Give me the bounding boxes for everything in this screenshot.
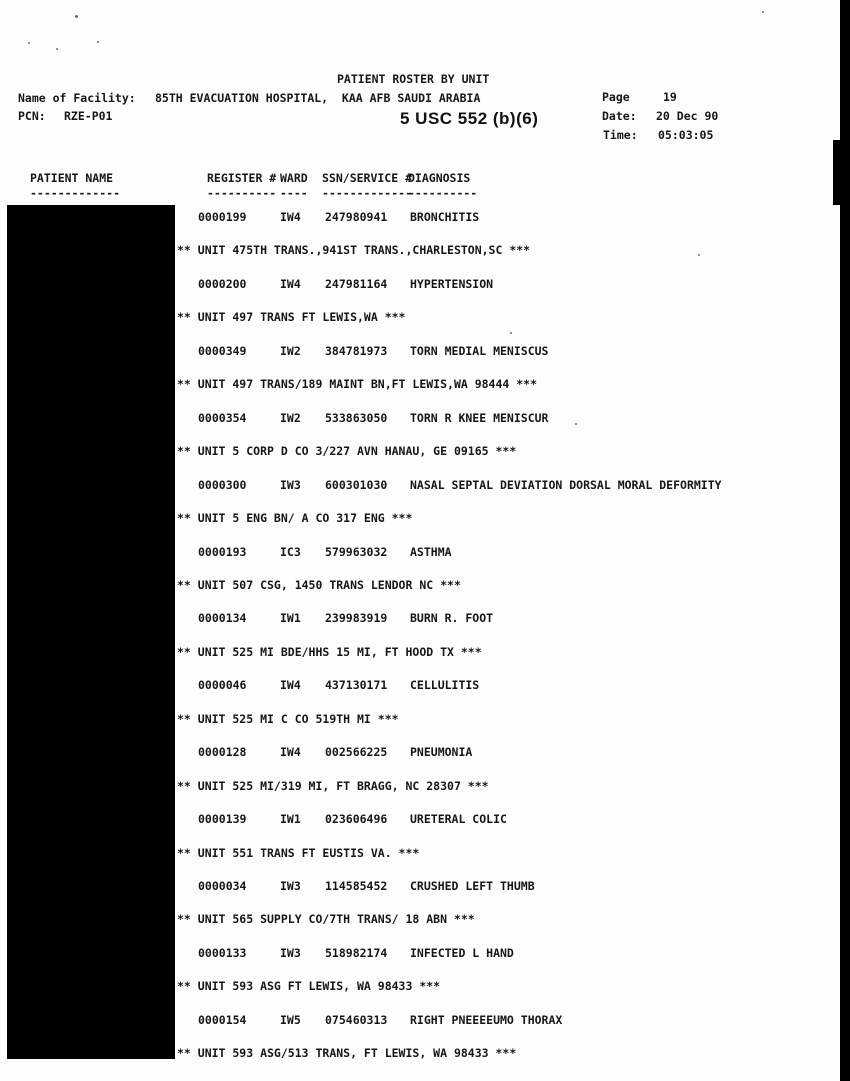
cell-diagnosis: RIGHT PNEEEEUMO THORAX bbox=[410, 1012, 563, 1027]
cell-register-number: 0000154 bbox=[198, 1012, 247, 1027]
column-header-diagnosis: DIAGNOSIS bbox=[408, 171, 471, 185]
unit-separator-text: ** UNIT 475TH TRANS.,941ST TRANS.,CHARLESTON,SC *** bbox=[177, 243, 531, 258]
cell-diagnosis: NASAL SEPTAL DEVIATION DORSAL MORAL DEFORMITY bbox=[410, 477, 722, 492]
cell-ward: IW1 bbox=[280, 611, 301, 626]
unit-separator-text: ** UNIT 593 ASG/513 TRANS, FT LEWIS, WA 98433 *** bbox=[177, 1046, 517, 1061]
column-underline-diagnosis: ---------- bbox=[408, 186, 478, 200]
unit-separator-text: ** UNIT 525 MI BDE/HHS 15 MI, FT HOOD TX *** bbox=[177, 644, 482, 659]
cell-register-number: 0000199 bbox=[198, 210, 247, 224]
time-label: Time: bbox=[603, 128, 638, 142]
pcn-label: PCN: bbox=[18, 109, 46, 123]
cell-ward: IW3 bbox=[280, 879, 301, 893]
cell-ward: IW4 bbox=[280, 210, 301, 224]
cell-ward: IW3 bbox=[280, 477, 301, 492]
cell-diagnosis: TORN R KNEE MENISCUR bbox=[410, 410, 549, 425]
page-label: Page bbox=[602, 90, 630, 104]
unit-separator-text: ** UNIT 507 CSG, 1450 TRANS LENDOR NC *** bbox=[177, 577, 461, 592]
pcn-value: RZE-P01 bbox=[64, 109, 113, 123]
cell-ward: IC3 bbox=[280, 544, 301, 559]
cell-diagnosis: INFECTED L HAND bbox=[410, 945, 514, 960]
scan-speck bbox=[56, 48, 58, 50]
cell-register-number: 0000200 bbox=[198, 276, 247, 291]
unit-separator-text: ** UNIT 5 ENG BN/ A CO 317 ENG *** bbox=[177, 511, 413, 526]
cell-ssn-service-number: 247980941 bbox=[325, 210, 388, 224]
cell-diagnosis: BRONCHITIS bbox=[410, 210, 480, 224]
cell-ssn-service-number: 239983919 bbox=[325, 611, 388, 626]
cell-diagnosis: HYPERTENSION bbox=[410, 276, 494, 291]
cell-ssn-service-number: 247981164 bbox=[325, 276, 388, 291]
cell-register-number: 0000128 bbox=[198, 745, 247, 760]
cell-register-number: 0000134 bbox=[198, 611, 247, 626]
unit-separator-text: ** UNIT 497 TRANS/189 MAINT BN,FT LEWIS,WA 98444 *** bbox=[177, 377, 538, 392]
scan-speck bbox=[75, 15, 78, 18]
cell-ssn-service-number: 384781973 bbox=[325, 343, 388, 358]
cell-diagnosis: BURN R. FOOT bbox=[410, 611, 494, 626]
scan-speck bbox=[510, 332, 512, 334]
cell-register-number: 0000300 bbox=[198, 477, 247, 492]
redaction-bar bbox=[7, 205, 175, 1059]
column-underline-ward: ---- bbox=[280, 186, 308, 200]
cell-ssn-service-number: 075460313 bbox=[325, 1012, 388, 1027]
page-title: PATIENT ROSTER BY UNIT bbox=[337, 72, 490, 86]
unit-separator-text: ** UNIT 565 SUPPLY CO/7TH TRANS/ 18 ABN *** bbox=[177, 912, 475, 927]
column-underline-patient-name: ------------- bbox=[30, 186, 121, 200]
unit-separator-text: ** UNIT 593 ASG FT LEWIS, WA 98433 *** bbox=[177, 979, 441, 994]
column-underline-register: ---------- bbox=[207, 186, 277, 200]
unit-separator-text: ** UNIT 525 MI C CO 519TH MI *** bbox=[177, 711, 399, 726]
time-value: 05:03:05 bbox=[658, 128, 714, 142]
column-header-ward: WARD bbox=[280, 171, 308, 185]
scan-speck bbox=[762, 11, 764, 13]
scan-speck bbox=[28, 42, 30, 44]
cell-diagnosis: ASTHMA bbox=[410, 544, 452, 559]
column-header-register: REGISTER # bbox=[207, 171, 277, 185]
page-value: 19 bbox=[663, 90, 677, 104]
cell-register-number: 0000193 bbox=[198, 544, 247, 559]
cell-register-number: 0000133 bbox=[198, 945, 247, 960]
cell-ward: IW2 bbox=[280, 410, 301, 425]
facility-label: Name of Facility: bbox=[18, 91, 136, 105]
cell-diagnosis: CELLULITIS bbox=[410, 678, 480, 693]
scan-speck bbox=[97, 41, 99, 43]
unit-separator-text: ** UNIT 525 MI/319 MI, FT BRAGG, NC 28307 *** bbox=[177, 778, 489, 793]
cell-ssn-service-number: 114585452 bbox=[325, 879, 388, 893]
cell-register-number: 0000139 bbox=[198, 812, 247, 827]
unit-separator-text: ** UNIT 497 TRANS FT LEWIS,WA *** bbox=[177, 310, 406, 325]
cell-ssn-service-number: 023606496 bbox=[325, 812, 388, 827]
cell-ssn-service-number: 437130171 bbox=[325, 678, 388, 693]
cell-ward: IW3 bbox=[280, 945, 301, 960]
cell-ward: IW5 bbox=[280, 1012, 301, 1027]
cell-ward: IW4 bbox=[280, 678, 301, 693]
column-header-patient-name: PATIENT NAME bbox=[30, 171, 114, 185]
cell-ssn-service-number: 600301030 bbox=[325, 477, 388, 492]
cell-ssn-service-number: 579963032 bbox=[325, 544, 388, 559]
cell-diagnosis: CRUSHED LEFT THUMB bbox=[410, 879, 535, 893]
cell-ward: IW4 bbox=[280, 276, 301, 291]
cell-register-number: 0000034 bbox=[198, 879, 247, 893]
foia-exemption-stamp: 5 USC 552 (b)(6) bbox=[400, 109, 539, 128]
cell-register-number: 0000046 bbox=[198, 678, 247, 693]
unit-separator-text: ** UNIT 551 TRANS FT EUSTIS VA. *** bbox=[177, 845, 420, 860]
cell-register-number: 0000349 bbox=[198, 343, 247, 358]
date-label: Date: bbox=[602, 109, 637, 123]
cell-ssn-service-number: 518982174 bbox=[325, 945, 388, 960]
column-header-ssn-service: SSN/SERVICE # bbox=[322, 171, 413, 185]
cell-register-number: 0000354 bbox=[198, 410, 247, 425]
cell-ssn-service-number: 002566225 bbox=[325, 745, 388, 760]
cell-ward: IW2 bbox=[280, 343, 301, 358]
column-underline-ssn-service: ------------- bbox=[322, 186, 413, 200]
cell-ssn-service-number: 533863050 bbox=[325, 410, 388, 425]
cell-diagnosis: URETERAL COLIC bbox=[410, 812, 507, 827]
facility-value: 85TH EVACUATION HOSPITAL, KAA AFB SAUDI ARABIA bbox=[155, 91, 481, 105]
unit-separator-text: ** UNIT 5 CORP D CO 3/227 AVN HANAU, GE 09165 *** bbox=[177, 444, 517, 459]
cell-ward: IW4 bbox=[280, 745, 301, 760]
cell-diagnosis: PNEUMONIA bbox=[410, 745, 473, 760]
cell-ward: IW1 bbox=[280, 812, 301, 827]
date-value: 20 Dec 90 bbox=[656, 109, 719, 123]
scan-edge-bar-notch bbox=[833, 140, 850, 205]
cell-diagnosis: TORN MEDIAL MENISCUS bbox=[410, 343, 549, 358]
